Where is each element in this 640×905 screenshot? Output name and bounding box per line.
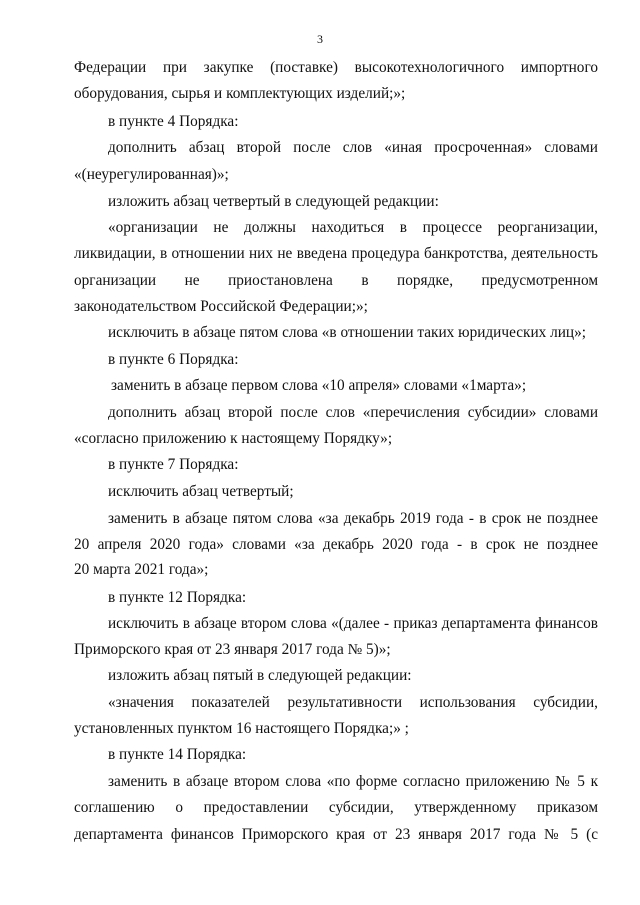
text-line: в пункте 6 Порядка: [108,351,239,368]
text-line: исключить абзац четвертый; [108,483,294,500]
text-line: в пункте 14 Порядка: [108,746,247,763]
text-line: ликвидации, в отношении них не введена процедура банкротства, деятельность [74,245,598,262]
text-line: «значения показателей результативности использования субсидии, [108,694,598,711]
text-line: «согласно приложению к настоящему Порядку»; [74,430,393,447]
text-line: оборудования, сырья и комплектующих изделий;»; [74,85,406,102]
text-line: изложить абзац четвертый в следующей редакции: [108,193,439,210]
text-line: дополнить абзац второй после слов «иная просроченная» словами [108,139,598,156]
text-line: «организации не должны находиться в процессе реорганизации, [108,219,598,236]
text-line: исключить в абзаце втором слова «(далее - приказ департамента финансов [108,615,598,632]
text-line: соглашению о предоставлении субсидии, утвержденному приказом [74,799,598,816]
text-line: изложить абзац пятый в следующей редакции: [108,667,412,684]
text-line: законодательством Российской Федерации;»; [74,298,368,315]
text-line: в пункте 4 Порядка: [108,113,239,130]
text-line: заменить в абзаце первом слова «10 апреля» словами «1марта»; [111,377,527,394]
text-line: 20 апреля 2020 года» словами «за декабрь 2020 года - в срок не позднее [74,536,598,553]
text-line: дополнить абзац второй после слов «перечисления субсидии» словами [108,404,598,421]
text-line: Приморского края от 23 января 2017 года № 5)»; [74,641,391,658]
text-line: заменить в абзаце пятом слова «за декабрь 2019 года - в срок не позднее [108,510,598,527]
text-line: в пункте 12 Порядка: [108,589,247,606]
text-line: «(неурегулированная)»; [74,166,229,183]
text-line: департамента финансов Приморского края от 23 января 2017 года № 5 (с [74,826,598,843]
text-line: 20 марта 2021 года»; [74,561,209,578]
text-line: Федерации при закупке (поставке) высокотехнологичного импортного [74,59,598,76]
text-line: заменить в абзаце втором слова «по форме согласно приложению № 5 к [108,773,598,790]
text-line: исключить в абзаце пятом слова «в отношении таких юридических лиц»; [108,324,587,341]
page-number: 3 [317,32,323,46]
text-line: в пункте 7 Порядка: [108,456,239,473]
text-line: установленных пунктом 16 настоящего Порядка;» ; [74,720,409,737]
text-line: организации не приостановлена в порядке, предусмотренном [74,272,598,289]
